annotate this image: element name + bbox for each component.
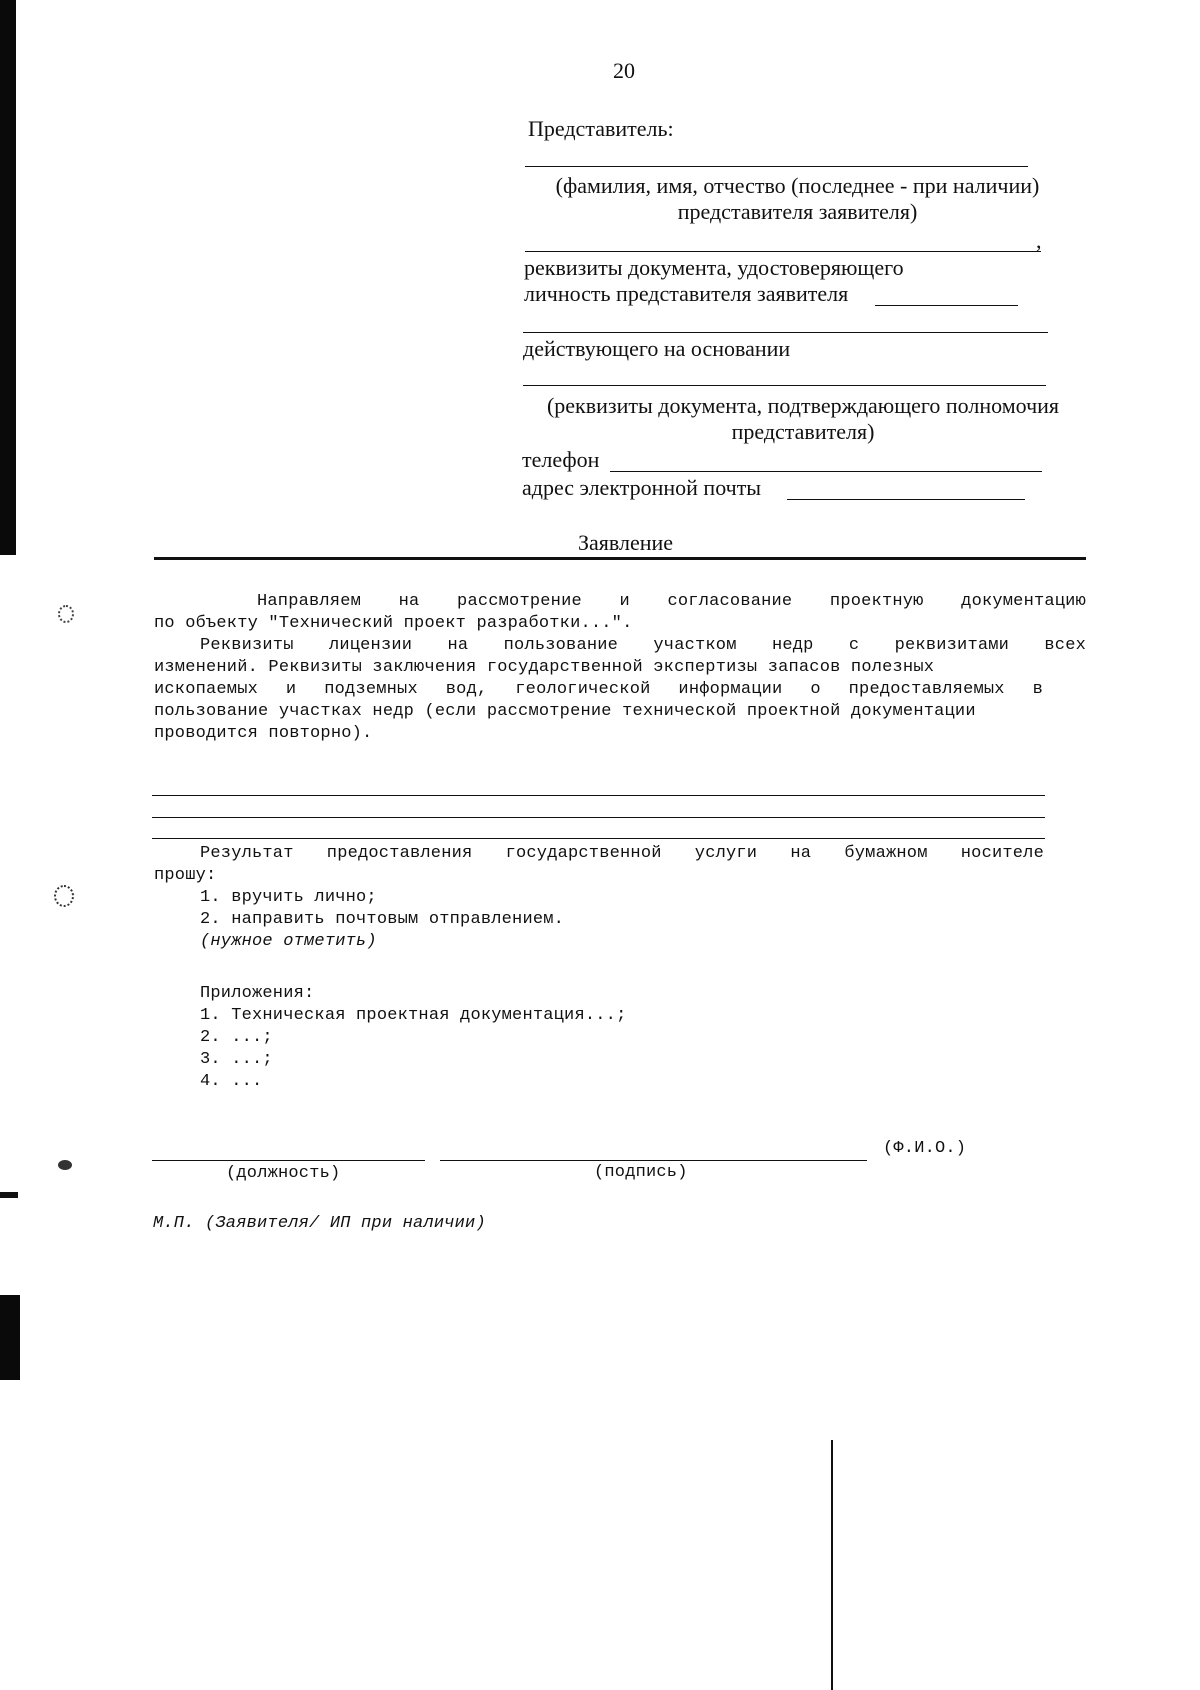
blank-line-1 bbox=[152, 795, 1045, 796]
paragraph2-line2: изменений. Реквизиты заключения государственной экспертизы запасов полезных bbox=[154, 658, 935, 677]
id-doc-line1: реквизиты документа, удостоверяющего bbox=[524, 255, 904, 280]
result-option-2: 2. направить почтовым отправлением. bbox=[200, 910, 565, 929]
representative-extra-line bbox=[525, 251, 1041, 252]
authority-caption bbox=[520, 393, 1086, 445]
attachment-item-4: 4. ... bbox=[200, 1072, 263, 1091]
phone-field-line bbox=[610, 471, 1042, 472]
representative-heading: Представитель: bbox=[528, 116, 674, 141]
attachments-heading: Приложения: bbox=[200, 984, 315, 1003]
blank-line-2 bbox=[152, 817, 1045, 818]
representative-name-line bbox=[525, 166, 1028, 167]
id-document-line bbox=[875, 305, 1018, 306]
paragraph2-line5: проводится повторно). bbox=[154, 724, 373, 743]
line-comma: , bbox=[1036, 228, 1042, 253]
position-line bbox=[152, 1160, 425, 1161]
margin-vertical-line bbox=[831, 1440, 833, 1690]
scan-edge-mark-top bbox=[0, 0, 16, 555]
attachment-item-2: 2. ...; bbox=[200, 1028, 273, 1047]
signature-line bbox=[440, 1160, 867, 1161]
paragraph2-line1: Реквизиты лицензии на пользование участком недр с реквизитами всех bbox=[200, 636, 1086, 655]
paragraph1-line2: по объекту "Технический проект разработки...". bbox=[154, 614, 633, 633]
representative-name-caption bbox=[520, 173, 1075, 225]
attachment-item-3: 3. ...; bbox=[200, 1050, 273, 1069]
position-caption: (должность) bbox=[226, 1164, 341, 1183]
id-document-line-2 bbox=[523, 332, 1048, 333]
fio-label: (Ф.И.О.) bbox=[883, 1139, 967, 1158]
paragraph2-line4: пользование участках недр (если рассмотрение технической проектной документации bbox=[154, 702, 976, 721]
email-label: адрес электронной почты bbox=[522, 475, 762, 500]
result-section bbox=[154, 843, 1044, 953]
page-number: 20 bbox=[613, 58, 635, 83]
basis-label: действующего на основании bbox=[523, 336, 791, 361]
name-caption-line1: (фамилия, имя, отчество (последнее - при наличии) bbox=[555, 173, 1040, 198]
scan-edge-mark-bottom bbox=[0, 1295, 20, 1380]
authority-caption-line1: (реквизиты документа, подтверждающего полномочия bbox=[546, 393, 1060, 418]
name-caption-line2: представителя заявителя) bbox=[677, 199, 918, 224]
phone-label: телефон bbox=[522, 447, 600, 472]
statement-title: Заявление bbox=[578, 530, 674, 555]
scan-speck bbox=[58, 605, 74, 623]
title-rule bbox=[154, 557, 1086, 560]
attachment-item-1: 1. Техническая проектная документация...; bbox=[200, 1006, 627, 1025]
authority-caption-line2: представителя) bbox=[731, 419, 875, 444]
email-field-line bbox=[787, 499, 1025, 500]
statement-body bbox=[154, 591, 1086, 745]
attachments-section bbox=[200, 983, 626, 1093]
blank-line-3 bbox=[152, 838, 1045, 839]
signature-caption: (подпись) bbox=[594, 1163, 688, 1182]
scan-speck bbox=[58, 1160, 72, 1170]
result-line1: Результат предоставления государственной услуги на бумажном носителе bbox=[200, 844, 1044, 863]
result-option-1: 1. вручить лично; bbox=[200, 888, 377, 907]
result-line2: прошу: bbox=[154, 866, 217, 885]
basis-line bbox=[523, 385, 1046, 386]
result-note: (нужное отметить) bbox=[200, 932, 377, 951]
id-doc-line2: личность представителя заявителя bbox=[524, 281, 849, 306]
paragraph1-line1: Направляем на рассмотрение и согласование проектную документацию bbox=[257, 592, 1086, 611]
scan-speck bbox=[0, 1192, 18, 1198]
scan-speck bbox=[54, 885, 74, 907]
paragraph2-line3: ископаемых и подземных вод, геологической информации о предоставляемых в bbox=[154, 680, 1043, 699]
id-document-label bbox=[524, 255, 904, 307]
stamp-label: М.П. (Заявителя/ ИП при наличии) bbox=[153, 1214, 486, 1233]
